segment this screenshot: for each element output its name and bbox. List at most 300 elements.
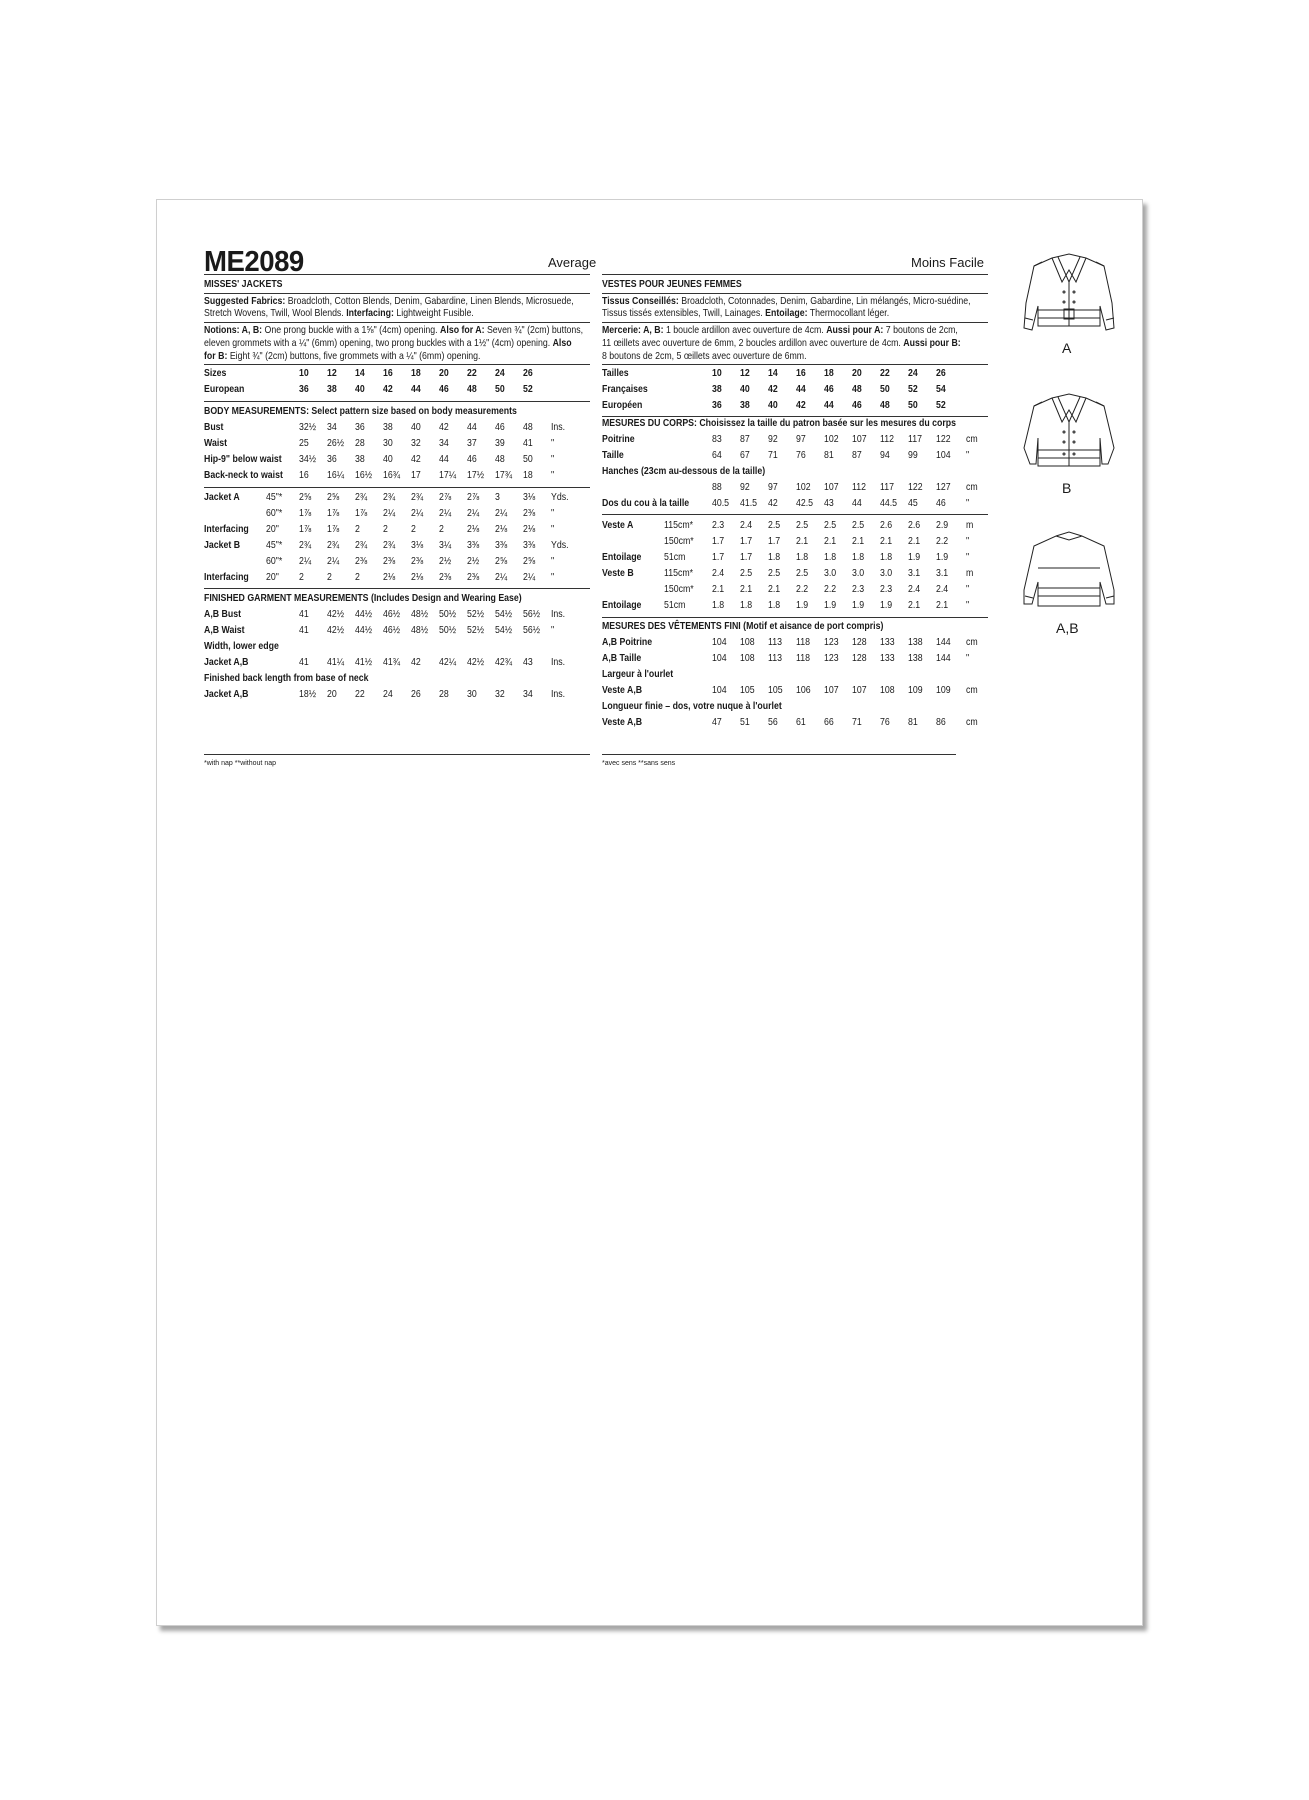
table-cell: 42½ <box>327 609 345 620</box>
table-cell: 2.3 <box>712 520 725 531</box>
table-cell: 42½ <box>327 625 345 636</box>
table-cell: 87 <box>740 434 750 445</box>
table-cell: 43 <box>523 657 533 668</box>
table-cell: 51 <box>740 717 750 728</box>
table-cell: 20 <box>852 368 862 379</box>
jacket-a-front-icon <box>1012 248 1127 338</box>
table-cell: 71 <box>852 717 862 728</box>
table-cell: 97 <box>768 482 778 493</box>
table-cell: 54 <box>936 384 946 395</box>
fabrics-fr-2: Tissus tissés extensibles, Twill, Lainages. Entoilage: Thermocollant léger. <box>602 308 890 319</box>
back-length-label: Longueur finie – dos, votre nuque à l'ourlet <box>602 701 782 712</box>
table-cell: 2¾ <box>355 492 368 503</box>
notions-en-2: eleven grommets with a ¼" (6mm) opening, two prong buckles with a 1½" (4cm) opening. Also <box>204 338 572 349</box>
rule <box>602 293 988 294</box>
table-cell: 2 <box>383 524 388 535</box>
table-cell: 3¼ <box>439 540 452 551</box>
table-cell: 22 <box>355 689 365 700</box>
table-cell: " <box>551 508 555 519</box>
row-label: Back-neck to waist <box>204 470 283 481</box>
jacket-back-icon <box>1012 528 1127 618</box>
table-cell: 48 <box>852 384 862 395</box>
table-cell: 44 <box>439 454 449 465</box>
table-cell: 40 <box>768 400 778 411</box>
table-cell: 3⅛ <box>523 492 536 503</box>
table-cell: 42½ <box>467 657 485 668</box>
table-cell: 2.1 <box>796 536 809 547</box>
table-cell: 81 <box>908 717 918 728</box>
table-cell: 52½ <box>467 625 485 636</box>
table-cell: 2¼ <box>327 556 340 567</box>
table-cell: " <box>551 438 555 449</box>
table-cell: 3⅛ <box>411 540 424 551</box>
table-cell: 2.5 <box>740 568 753 579</box>
row-label: Européen <box>602 400 643 411</box>
table-cell: 66 <box>824 717 834 728</box>
table-cell: 46½ <box>383 625 401 636</box>
table-cell: 144 <box>936 653 951 664</box>
table-cell: 50½ <box>439 609 457 620</box>
table-cell: 2⅝ <box>495 556 508 567</box>
width-label: Width, lower edge <box>204 641 279 652</box>
table-cell: 1⅞ <box>355 508 368 519</box>
rule <box>204 364 590 365</box>
table-cell: 44 <box>411 384 421 395</box>
table-cell: 42¼ <box>439 657 457 668</box>
table-cell: 2.1 <box>768 584 781 595</box>
table-cell: 2¼ <box>495 508 508 519</box>
row-label: Waist <box>204 438 228 449</box>
row-label: Jacket A,B <box>204 657 249 668</box>
table-cell: 104 <box>712 685 727 696</box>
table-cell: 26 <box>411 689 421 700</box>
table-cell: 2¼ <box>383 508 396 519</box>
table-cell: 2⅛ <box>495 524 508 535</box>
table-cell: 40 <box>355 384 365 395</box>
rule <box>602 274 988 275</box>
table-cell: 45"* <box>266 492 283 503</box>
table-cell: 105 <box>740 685 755 696</box>
row-label: Jacket B <box>204 540 241 551</box>
table-cell: 26 <box>523 368 533 379</box>
jacket-b-front-icon <box>1012 388 1127 478</box>
table-cell: 2.2 <box>824 584 837 595</box>
table-cell: 3.0 <box>852 568 865 579</box>
table-cell: 64 <box>712 450 722 461</box>
table-cell: 2⅛ <box>411 572 424 583</box>
table-cell: 2.1 <box>852 536 865 547</box>
table-cell: 94 <box>880 450 890 461</box>
table-cell: 2.4 <box>936 584 949 595</box>
table-cell: " <box>551 556 555 567</box>
table-cell: 2⅝ <box>523 556 536 567</box>
table-cell: 104 <box>936 450 951 461</box>
table-cell: 18 <box>824 368 834 379</box>
table-cell: " <box>966 450 970 461</box>
table-cell: 41 <box>299 657 309 668</box>
table-cell: 50 <box>523 454 533 465</box>
rule <box>602 364 988 365</box>
fabrics-en-2: Stretch Wovens, Twill, Wool Blends. Interfacing: Lightweight Fusible. <box>204 308 474 319</box>
notions-fr-3: 8 boutons de 2cm, 5 œillets avec ouverture de 6mm. <box>602 351 807 362</box>
table-cell: 38 <box>383 422 393 433</box>
table-cell: 1⅞ <box>327 508 340 519</box>
table-cell: 50½ <box>439 625 457 636</box>
table-cell: 109 <box>936 685 951 696</box>
table-cell: 105 <box>768 685 783 696</box>
table-cell: Yds. <box>551 492 569 503</box>
table-cell: 76 <box>796 450 806 461</box>
table-cell: 46 <box>852 400 862 411</box>
body-measurements-title: MESURES DU CORPS: Choisissez la taille du patron basée sur les mesures du corps <box>602 418 956 429</box>
table-cell: 104 <box>712 653 727 664</box>
table-cell: 88 <box>712 482 722 493</box>
table-cell: 2 <box>439 524 444 535</box>
table-cell: 92 <box>740 482 750 493</box>
row-label: Interfacing <box>204 572 249 583</box>
notions-en: Notions: A, B: One prong buckle with a 1⅝" (4cm) opening. Also for A: Seven ¾" (2cm) buttons, <box>204 325 584 336</box>
table-cell: 16½ <box>355 470 373 481</box>
table-cell: 2¼ <box>523 572 536 583</box>
table-cell: cm <box>966 637 978 648</box>
table-cell: 2¾ <box>411 492 424 503</box>
table-cell: 2⅜ <box>467 572 480 583</box>
table-cell: 1.8 <box>796 552 809 563</box>
table-cell: 83 <box>712 434 722 445</box>
table-cell: 150cm* <box>664 536 694 547</box>
table-cell: Ins. <box>551 689 566 700</box>
table-cell: 42 <box>383 384 393 395</box>
table-cell: 2.1 <box>908 600 921 611</box>
rule <box>602 514 988 515</box>
table-cell: 92 <box>768 434 778 445</box>
table-cell: 127 <box>936 482 951 493</box>
table-cell: " <box>966 584 970 595</box>
row-label: A,B Taille <box>602 653 642 664</box>
table-cell: 2.5 <box>796 568 809 579</box>
table-cell: 48½ <box>411 625 429 636</box>
rule <box>204 401 590 402</box>
table-cell: " <box>966 498 970 509</box>
table-cell: 18½ <box>299 689 317 700</box>
table-cell: 44½ <box>355 609 373 620</box>
table-cell: 43 <box>824 498 834 509</box>
table-cell: 40 <box>740 384 750 395</box>
notions-fr: Mercerie: A, B: 1 boucle ardillon avec ouverture de 4cm. Aussi pour A: 7 boutons de 2cm, <box>602 325 958 336</box>
table-cell: 2.5 <box>768 520 781 531</box>
table-cell: 122 <box>908 482 923 493</box>
table-cell: 50 <box>495 384 505 395</box>
table-cell: 38 <box>327 384 337 395</box>
table-cell: 40.5 <box>712 498 730 509</box>
table-cell: m <box>966 568 974 579</box>
table-cell: 34½ <box>299 454 317 465</box>
table-cell: 2⅜ <box>411 556 424 567</box>
table-cell: 2⅜ <box>523 508 536 519</box>
table-cell: 108 <box>740 637 755 648</box>
table-cell: 28 <box>439 689 449 700</box>
table-cell: 38 <box>712 384 722 395</box>
title-en: MISSES' JACKETS <box>204 279 283 290</box>
table-cell: 1.8 <box>880 552 893 563</box>
table-cell: 48 <box>880 400 890 411</box>
table-cell: 122 <box>936 434 951 445</box>
row-label: A,B Waist <box>204 625 245 636</box>
table-cell: 107 <box>852 434 867 445</box>
table-cell: 1.9 <box>936 552 949 563</box>
table-cell: " <box>966 552 970 563</box>
table-cell: 112 <box>880 434 894 445</box>
table-cell: 17¾ <box>495 470 513 481</box>
table-cell: 2⅛ <box>467 524 480 535</box>
table-cell: 2.2 <box>936 536 949 547</box>
difficulty-level-fr: Moins Facile <box>911 255 984 270</box>
table-cell: 2.9 <box>936 520 949 531</box>
table-cell: 40 <box>411 422 421 433</box>
table-cell: 2.5 <box>796 520 809 531</box>
table-cell: 107 <box>852 685 867 696</box>
table-cell: m <box>966 520 974 531</box>
table-cell: 2.1 <box>824 536 837 547</box>
table-cell: 115cm* <box>664 520 694 531</box>
table-cell: 46½ <box>383 609 401 620</box>
table-cell: 20 <box>439 368 449 379</box>
table-cell: 133 <box>880 653 895 664</box>
table-cell: 16¼ <box>327 470 345 481</box>
table-cell: 41.5 <box>740 498 758 509</box>
table-cell: 87 <box>852 450 862 461</box>
table-cell: 99 <box>908 450 918 461</box>
table-cell: 17¼ <box>439 470 457 481</box>
table-cell: 138 <box>908 653 923 664</box>
table-cell: 2 <box>299 572 304 583</box>
table-cell: 2.5 <box>768 568 781 579</box>
table-cell: 36 <box>299 384 309 395</box>
table-cell: 3.1 <box>936 568 949 579</box>
table-cell: 48 <box>495 454 505 465</box>
table-cell: 107 <box>824 482 839 493</box>
table-cell: 40 <box>383 454 393 465</box>
table-cell: 32 <box>495 689 505 700</box>
table-cell: 1.9 <box>880 600 893 611</box>
table-cell: 12 <box>327 368 337 379</box>
row-label: Veste B <box>602 568 634 579</box>
table-cell: 2.4 <box>740 520 753 531</box>
row-label: Veste A,B <box>602 685 643 696</box>
sketch-label-b: B <box>1062 480 1072 496</box>
table-cell: 1.8 <box>768 600 781 611</box>
table-cell: 86 <box>936 717 946 728</box>
table-cell: 2 <box>327 572 332 583</box>
table-cell: 42 <box>768 498 778 509</box>
table-cell: 42¾ <box>495 657 513 668</box>
pattern-code: ME2089 <box>204 246 304 278</box>
table-cell: 2.4 <box>712 568 725 579</box>
table-cell: 24 <box>908 368 918 379</box>
table-cell: 76 <box>880 717 890 728</box>
table-cell: 102 <box>824 434 839 445</box>
table-cell: 36 <box>355 422 365 433</box>
table-cell: 138 <box>908 637 923 648</box>
table-cell: 56½ <box>523 625 541 636</box>
row-label: Jacket A,B <box>204 689 249 700</box>
table-cell: 48 <box>523 422 533 433</box>
table-cell: 22 <box>880 368 890 379</box>
table-cell: 2⅛ <box>383 572 396 583</box>
table-cell: " <box>966 600 970 611</box>
table-cell: 60"* <box>266 508 283 519</box>
table-cell: 17½ <box>467 470 485 481</box>
row-label: Taille <box>602 450 624 461</box>
table-cell: 34 <box>523 689 533 700</box>
fabrics-fr: Tissus Conseillés: Broadcloth, Cotonnades, Denim, Gabardine, Lin mélangés, Micro-suédine, <box>602 296 971 307</box>
table-cell: cm <box>966 717 978 728</box>
rule <box>602 322 988 323</box>
table-cell: 118 <box>796 653 810 664</box>
rule <box>204 754 590 755</box>
table-cell: 2.1 <box>740 584 753 595</box>
finished-measurements-title: MESURES DES VÊTEMENTS FINI (Motif et aisance de port compris) <box>602 621 884 632</box>
table-cell: 14 <box>355 368 365 379</box>
table-cell: 46 <box>495 422 505 433</box>
table-cell: 22 <box>467 368 477 379</box>
sketch-label-ab: A,B <box>1056 620 1079 636</box>
hip-label: Hanches (23cm au-dessous de la taille) <box>602 466 766 477</box>
table-cell: 113 <box>768 653 782 664</box>
table-cell: 123 <box>824 637 839 648</box>
table-cell: 51cm <box>664 600 686 611</box>
table-cell: 42.5 <box>796 498 814 509</box>
table-cell: " <box>551 454 555 465</box>
table-cell: 41 <box>299 625 309 636</box>
table-cell: 46 <box>936 498 946 509</box>
row-label: Tailles <box>602 368 629 379</box>
table-cell: 2 <box>355 524 360 535</box>
table-cell: cm <box>966 434 978 445</box>
table-cell: " <box>966 653 970 664</box>
notions-fr-2: 11 œillets avec ouverture de 6mm, 2 boucles ardillon avec ouverture de 4cm. Aussi pour B: <box>602 338 961 349</box>
table-cell: 44.5 <box>880 498 898 509</box>
table-cell: 60"* <box>266 556 283 567</box>
table-cell: 34 <box>439 438 449 449</box>
table-cell: 108 <box>740 653 755 664</box>
table-cell: 1.9 <box>796 600 809 611</box>
table-cell: 2⅜ <box>439 572 452 583</box>
row-label: Entoilage <box>602 552 642 563</box>
row-label: Jacket A <box>204 492 240 503</box>
table-cell: 2.1 <box>908 536 921 547</box>
table-cell: 2.3 <box>852 584 865 595</box>
table-cell: Ins. <box>551 609 566 620</box>
notions-en-3: for B: Eight ¾" (2cm) buttons, five grommets with a ¼" (6mm) opening. <box>204 351 481 362</box>
table-cell: 16 <box>796 368 806 379</box>
table-cell: 42 <box>796 400 806 411</box>
table-cell: 123 <box>824 653 839 664</box>
rule <box>204 588 590 589</box>
table-cell: 10 <box>299 368 309 379</box>
table-cell: 14 <box>768 368 778 379</box>
table-cell: 30 <box>383 438 393 449</box>
table-cell: 3 <box>495 492 500 503</box>
table-cell: 52½ <box>467 609 485 620</box>
table-cell: 48½ <box>411 609 429 620</box>
title-fr: VESTES POUR JEUNES FEMMES <box>602 279 742 290</box>
table-cell: 50 <box>880 384 890 395</box>
table-cell: 38 <box>355 454 365 465</box>
table-cell: 41¾ <box>383 657 401 668</box>
table-cell: 42 <box>768 384 778 395</box>
table-cell: 26½ <box>327 438 345 449</box>
table-cell: 44 <box>852 498 862 509</box>
footnote-fr: *avec sens **sans sens <box>602 760 676 767</box>
table-cell: 34 <box>327 422 337 433</box>
table-cell: 2.4 <box>908 584 921 595</box>
row-label: Interfacing <box>204 524 249 535</box>
table-cell: 3⅜ <box>467 540 480 551</box>
rule <box>602 617 988 618</box>
rule <box>602 416 988 417</box>
table-cell: 52 <box>936 400 946 411</box>
table-cell: 109 <box>908 685 923 696</box>
table-cell: 52 <box>523 384 533 395</box>
table-cell: 2½ <box>467 556 480 567</box>
table-cell: 128 <box>852 637 867 648</box>
rule <box>602 754 956 755</box>
table-cell: 50 <box>908 400 918 411</box>
rule <box>204 487 590 488</box>
table-cell: " <box>551 572 555 583</box>
table-cell: 46 <box>824 384 834 395</box>
table-cell: 1.7 <box>768 536 781 547</box>
table-cell: 41 <box>523 438 533 449</box>
table-cell: 41¼ <box>327 657 345 668</box>
table-cell: 1.8 <box>852 552 865 563</box>
table-cell: 16 <box>299 470 309 481</box>
table-cell: 2¾ <box>327 540 340 551</box>
row-label: Sizes <box>204 368 227 379</box>
table-cell: 20" <box>266 572 279 583</box>
row-label: Entoilage <box>602 600 642 611</box>
table-cell: 24 <box>383 689 393 700</box>
table-cell: 2¾ <box>383 540 396 551</box>
table-cell: 44 <box>824 400 834 411</box>
pattern-envelope-back <box>156 199 1143 1626</box>
table-cell: 36 <box>327 454 337 465</box>
table-cell: 42 <box>411 454 421 465</box>
finished-measurements-title: FINISHED GARMENT MEASUREMENTS (Includes Design and Wearing Ease) <box>204 593 522 604</box>
table-cell: 37 <box>467 438 477 449</box>
table-cell: 45"* <box>266 540 283 551</box>
row-label: Dos du cou à la taille <box>602 498 690 509</box>
rule <box>204 322 590 323</box>
table-cell: 118 <box>796 637 810 648</box>
table-cell: 2½ <box>439 556 452 567</box>
footnote-en: *with nap **without nap <box>204 760 276 767</box>
table-cell: 25 <box>299 438 309 449</box>
table-cell: 32 <box>411 438 421 449</box>
fabrics-en: Suggested Fabrics: Broadcloth, Cotton Blends, Denim, Gabardine, Linen Blends, Microsuede, <box>204 296 574 307</box>
table-cell: 2.5 <box>824 520 837 531</box>
table-cell: cm <box>966 685 978 696</box>
table-cell: 32½ <box>299 422 317 433</box>
table-cell: 20" <box>266 524 279 535</box>
table-cell: 1.8 <box>824 552 837 563</box>
table-cell: 3.0 <box>880 568 893 579</box>
table-cell: 42 <box>439 422 449 433</box>
table-cell: 3⅜ <box>495 540 508 551</box>
table-cell: 48 <box>467 384 477 395</box>
table-cell: 2⅜ <box>383 556 396 567</box>
